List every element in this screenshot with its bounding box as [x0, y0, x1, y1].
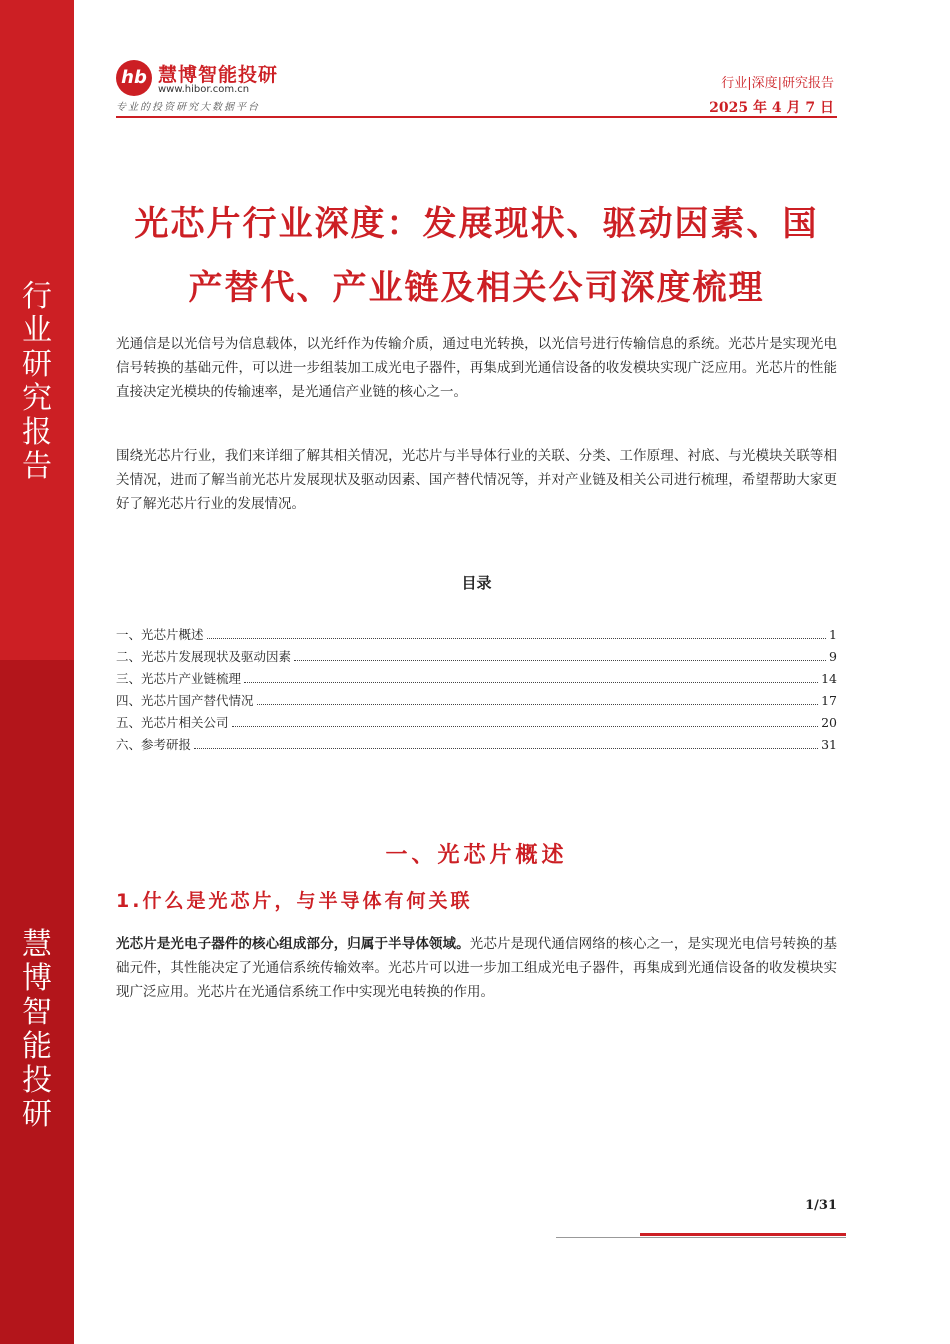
sidebar-char: 投 [22, 1063, 52, 1098]
toc-item-label: 六、参考研报 [116, 737, 192, 752]
sidebar-label-brand [0, 928, 74, 1132]
title-line-1: 光芯片行业深度：发展现状、驱动因素、国 [134, 204, 819, 244]
sidebar-char: 研 [22, 1097, 52, 1132]
sidebar-char: 博 [22, 961, 52, 996]
toc-item[interactable] [116, 625, 837, 647]
toc-item[interactable] [116, 647, 837, 669]
toc-item-label: 四、光芯片国产替代情况 [116, 693, 254, 708]
sidebar-char: 智 [22, 995, 52, 1030]
toc-item-page: 14 [821, 671, 837, 686]
page-number: 1/31 [805, 1198, 837, 1213]
logo-slogan: 专业的投资研究大数据平台 [116, 102, 260, 113]
toc-item-page: 31 [821, 737, 837, 752]
section-heading: 一、光芯片概述 [385, 843, 568, 868]
logo-name: 慧博智能投研 [158, 64, 279, 86]
footer-accent-line [640, 1233, 846, 1236]
subsection-heading: 1.什么是光芯片，与半导体有何关联 [116, 890, 473, 912]
body-bold-lead: 光芯片是光电子器件的核心组成部分，归属于半导体领域。 [116, 936, 470, 952]
company-logo [116, 58, 316, 114]
toc-item-label: 五、光芯片相关公司 [116, 715, 229, 730]
footer-line [556, 1237, 846, 1238]
toc-leader-dots [232, 726, 819, 727]
toc-leader-dots [257, 704, 819, 705]
toc-leader-dots [207, 638, 827, 639]
toc-title: 目录 [461, 574, 492, 592]
logo-badge-icon: hb [116, 60, 152, 96]
toc-leader-dots [244, 682, 818, 683]
title-line-2: 产替代、产业链及相关公司深度梳理 [188, 268, 765, 308]
toc-item[interactable] [116, 691, 837, 713]
sidebar-char: 业 [22, 313, 52, 348]
header-divider [116, 116, 837, 118]
sidebar-char: 行 [22, 279, 52, 314]
body-paragraph [116, 932, 837, 1004]
intro-paragraph-1: 光通信是以光信号为信息载体，以光纤作为传输介质，通过电光转换，以光信号进行传输信息的系统。光芯片是实现光电信号转换的基础元件，可以进一步组装加工成光电子器件，再集成到光通信设备的收发模块实现广泛应用。光芯片的性能直接决定光模块的传输速率，是光通信产业链的核心之一。 [116, 336, 837, 400]
report-title [116, 192, 837, 320]
toc-item-label: 一、光芯片概述 [116, 627, 204, 642]
report-category: 行业|深度|研究报告 [721, 76, 834, 91]
report-meta [709, 72, 834, 117]
toc-item[interactable] [116, 713, 837, 735]
sidebar-char: 研 [22, 347, 52, 382]
table-of-contents [116, 625, 837, 757]
toc-item-page: 17 [821, 693, 837, 708]
sidebar-char: 究 [22, 381, 52, 416]
sidebar-char: 能 [22, 1029, 52, 1064]
sidebar-char: 慧 [22, 927, 52, 962]
toc-leader-dots [194, 748, 818, 749]
toc-item[interactable] [116, 735, 837, 757]
sidebar-label-industry-report [0, 280, 74, 484]
report-date: 2025 年 4 月 7 日 [709, 100, 834, 116]
sidebar-char: 告 [22, 449, 52, 484]
toc-item-label: 二、光芯片发展现状及驱动因素 [116, 649, 292, 664]
toc-leader-dots [294, 660, 826, 661]
toc-item-page: 20 [821, 715, 837, 730]
sidebar-char: 报 [22, 415, 52, 450]
body-text: 光芯片是现代通信网络的核心之一，是实现光电信号转换的基础元件，其性能决定了光通信系统传输效率。光芯片可以进一步加工组成光电子器件，再集成到光通信设备的收发模块实现广泛应用。光芯片在光通信系统工作中实现光电转换的作用。 [116, 936, 837, 1000]
toc-item-page: 1 [829, 627, 837, 642]
toc-item-label: 三、光芯片产业链梳理 [116, 671, 242, 686]
logo-url: www.hibor.com.cn [158, 84, 250, 95]
toc-item[interactable] [116, 669, 837, 691]
toc-item-page: 9 [829, 649, 837, 664]
intro-paragraph-2: 围绕光芯片行业，我们来详细了解其相关情况，光芯片与半导体行业的关联、分类、工作原理、衬底、与光模块关联等相关情况，进而了解当前光芯片发展现状及驱动因素、国产替代情况等，并对产业链及相关公司进行梳理，希望帮助大家更好了解光芯片行业的发展情况。 [116, 448, 837, 512]
